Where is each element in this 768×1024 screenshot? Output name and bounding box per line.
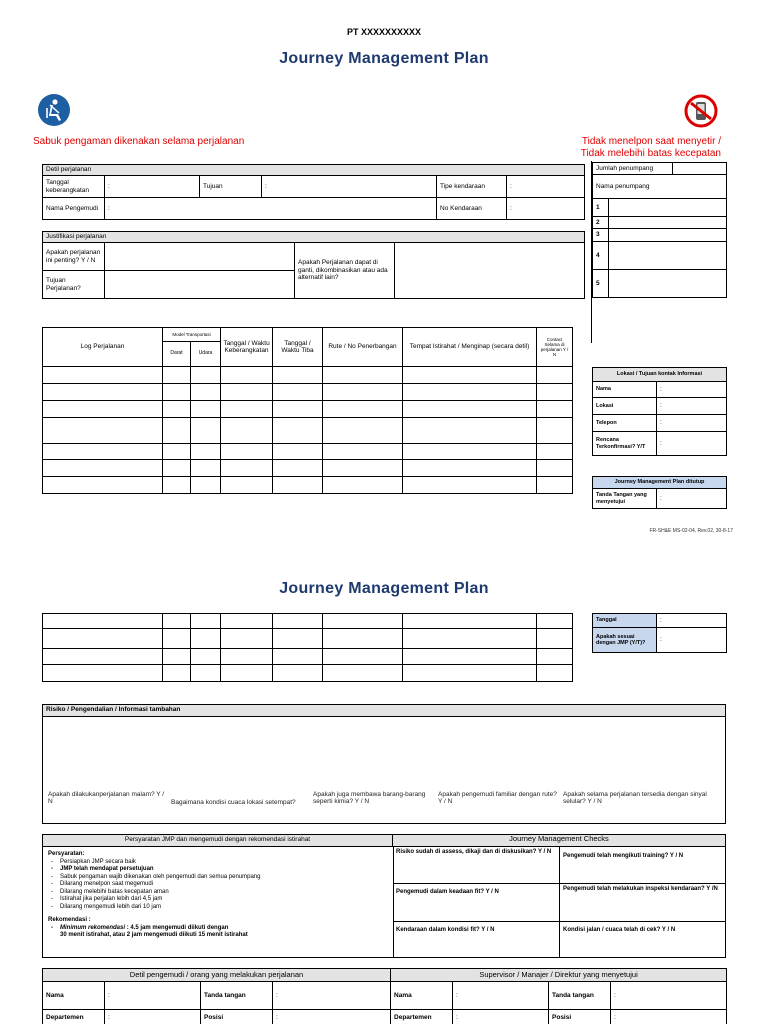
document-code: FR-SH&E MS-02-04, Rev.02, 30-8-17 xyxy=(649,528,733,534)
passenger-field-1[interactable] xyxy=(609,199,727,217)
contact-phone-label: Telepon xyxy=(593,415,657,432)
approver-name-field[interactable]: : xyxy=(453,982,549,1010)
table-row[interactable] xyxy=(43,367,573,384)
passenger-number: 5 xyxy=(593,270,609,298)
list-item: - Persiapkan JMP secara baik xyxy=(60,859,388,867)
driver-name-label: Nama Pengemudi xyxy=(43,198,105,220)
driver-department-field[interactable]: : xyxy=(105,1010,201,1024)
passenger-number: 2 xyxy=(593,217,609,229)
table-row[interactable] xyxy=(43,629,573,649)
requirements-label: Persyaratan: xyxy=(48,851,85,857)
travel-log-continued-table xyxy=(42,613,573,682)
check-road-weather[interactable]: Kondisi jalan / cuaca telah di cek? Y / N xyxy=(559,921,725,957)
list-item: - Sabuk pengaman wajib dikenakan oleh pengemudi dan semua penumpang xyxy=(60,874,388,882)
passenger-field-5[interactable] xyxy=(609,270,727,298)
seatbelt-caption: Sabuk pengaman dikenakan selama perjalanan xyxy=(33,136,245,147)
plan-confirmed-field[interactable]: : xyxy=(657,432,727,456)
checks-grid xyxy=(393,847,725,957)
approver-department-label: Departemen xyxy=(391,1010,453,1024)
vehicle-no-field[interactable]: : xyxy=(507,198,585,220)
table-row[interactable] xyxy=(43,477,573,494)
travel-log-table xyxy=(42,327,573,494)
col-transport-mode: Model Transportasi xyxy=(163,328,221,342)
table-row[interactable] xyxy=(43,401,573,418)
col-log: Log Perjalanan xyxy=(43,328,163,367)
table-row[interactable] xyxy=(43,418,573,444)
jmp-closed-header: Journey Management Plan ditutup xyxy=(593,477,727,489)
approver-signature-label: Tanda Tangan yang menyetujui xyxy=(593,489,657,509)
page2-title: Journey Management Plan xyxy=(279,580,489,597)
departure-date-label: Tanggal keberangkatan xyxy=(43,176,105,198)
plan-confirmed-label: Rencana Terkonfirmasi? Y/T xyxy=(593,432,657,456)
passenger-field-2[interactable] xyxy=(609,217,727,229)
contact-name-label: Nama xyxy=(593,382,657,398)
phone-caption-1: Tidak menelpon saat menyetir / xyxy=(581,136,721,147)
passenger-field-3[interactable] xyxy=(609,229,727,242)
check-vehicle-fit[interactable]: Kendaraan dalam kondisi fit? Y / N xyxy=(393,921,559,957)
checks-header: Journey Management Checks xyxy=(393,835,725,847)
table-row[interactable] xyxy=(43,444,573,460)
approver-details-header: Supervisor / Manajer / Direktur yang menyetujui xyxy=(391,969,727,982)
passenger-count-field[interactable] xyxy=(673,163,727,175)
page-title: Journey Management Plan xyxy=(279,50,489,67)
check-driver-training[interactable]: Pengemudi telah mengikuti training? Y / N xyxy=(559,847,725,883)
requirements-list xyxy=(48,851,388,940)
signal-question: Apakah selama perjalanan tersedia dengan sinyal selular? Y / N xyxy=(563,791,707,806)
contact-location-field[interactable]: : xyxy=(657,398,727,415)
driver-name-label: Nama xyxy=(43,982,105,1010)
check-risk-assessed[interactable]: Risiko sudah di assess, dikaji dan di diskusikan? Y / N xyxy=(396,849,552,855)
approver-position-field[interactable]: : xyxy=(611,1010,727,1024)
passenger-table xyxy=(592,162,727,298)
list-item xyxy=(60,925,388,933)
chemicals-question: Apakah juga membawa barang-barang seperti kimia? Y / N xyxy=(313,791,426,806)
vehicle-no-label: No Kendaraan xyxy=(437,198,507,220)
risk-header: Risiko / Pengendalian / Informasi tambahan xyxy=(43,705,725,717)
col-departure: Tanggal / Waktu Keberangkatan xyxy=(221,328,273,367)
trip-important-field[interactable] xyxy=(105,243,295,271)
passenger-count-label: Jumlah penumpang xyxy=(593,163,673,175)
driver-details-header: Detil pengemudi / orang yang melakukan perjalanan xyxy=(43,969,391,982)
col-route: Rute / No Penerbangan xyxy=(323,328,403,367)
contact-location-label: Lokasi xyxy=(593,398,657,415)
trip-important-label: Apakah perjalanan ini penting? Y / N xyxy=(43,243,105,271)
check-driver-fit[interactable]: Pengemudi dalam keadaan fit? Y / N xyxy=(393,883,559,921)
phone-caption-2: Tidak melebihi batas kecepatan xyxy=(580,148,721,159)
vehicle-type-label: Tipe kendaraan xyxy=(437,176,507,198)
signoff-table xyxy=(42,968,727,1024)
table-row[interactable] xyxy=(43,649,573,665)
trip-purpose-field[interactable] xyxy=(105,271,295,299)
recommendation-italic: Minimum rekomendasi xyxy=(60,924,126,931)
weather-question: Bagaimana kondisi cuaca lokasi setempat? xyxy=(171,799,296,806)
passenger-number: 3 xyxy=(593,229,609,242)
destination-label: Tujuan xyxy=(200,176,262,198)
approver-signature-field[interactable]: : xyxy=(657,489,727,509)
company-name: PT XXXXXXXXXX xyxy=(346,27,422,37)
alternative-field[interactable] xyxy=(395,243,585,299)
no-phone-icon xyxy=(684,94,718,128)
passenger-name-label: Nama penumpang xyxy=(593,175,727,199)
destination-field[interactable]: : xyxy=(262,176,437,198)
list-item: - Istirahat jika perjalan lebih dari 4,5 jam xyxy=(60,896,388,904)
vehicle-type-field[interactable]: : xyxy=(507,176,585,198)
check-vehicle-inspection[interactable]: Pengemudi telah melakukan inspeksi kendaraan? Y /N xyxy=(559,883,725,921)
driver-signature-label: Tanda tangan xyxy=(201,982,273,1010)
list-item: - JMP telah mendapat persetujuan xyxy=(60,866,388,874)
jmp-compliance-table xyxy=(592,613,727,653)
list-item: - Dilarang menelpon saat megemudi xyxy=(60,881,388,889)
table-row[interactable] xyxy=(43,460,573,477)
list-item: - Dilarang melebihi batas kecepatan aman xyxy=(60,889,388,897)
seatbelt-icon xyxy=(38,94,70,126)
approver-signature-field[interactable]: : xyxy=(611,982,727,1010)
trip-purpose-label: Tujuan Perjalanan? xyxy=(43,271,105,299)
approver-name-label: Nama xyxy=(391,982,453,1010)
trip-details-table xyxy=(42,164,585,220)
risk-box xyxy=(42,704,726,824)
trip-details-header: Detil perjalanan xyxy=(43,165,585,176)
justification-table xyxy=(42,231,585,299)
contact-phone-field[interactable]: : xyxy=(657,415,727,432)
passenger-number: 4 xyxy=(593,242,609,270)
risk-notes-area[interactable] xyxy=(43,717,725,791)
passenger-field-4[interactable] xyxy=(609,242,727,270)
col-rest-place: Tempat Istirahat / Menginap (secara detil) xyxy=(403,328,537,367)
driver-position-field[interactable]: : xyxy=(273,1010,391,1024)
col-air: Udara xyxy=(191,342,221,367)
approver-signature-label: Tanda tangan xyxy=(549,982,611,1010)
passenger-number: 1 xyxy=(593,199,609,217)
jmp-compliance-label: Apakah sesuai dengan JMP (Y/T)? xyxy=(593,628,657,653)
contact-name-field[interactable]: : xyxy=(657,382,727,398)
requirements-header: Persyaratan JMP dan mengemudi dengan rekomendasi istirahat xyxy=(43,835,393,847)
justification-header: Justifikasi perjalanan xyxy=(43,232,585,243)
approver-department-field[interactable]: : xyxy=(453,1010,549,1024)
jmp-closed-table xyxy=(592,476,727,509)
col-contact: Contact Selama di perjalanan Y / N xyxy=(537,328,573,367)
table-row[interactable] xyxy=(43,384,573,401)
requirements-checks-box xyxy=(42,834,726,958)
recommendation-label: Rekomendasi : xyxy=(48,917,91,923)
departure-date-field[interactable]: : xyxy=(105,176,200,198)
table-row[interactable] xyxy=(43,614,573,629)
night-trip-question: Apakah dilakukanperjalanan malam? Y / N xyxy=(48,791,165,806)
route-familiar-question: Apakah pengemudi familiar dengan rute? Y / N xyxy=(438,791,557,806)
driver-position-label: Posisi xyxy=(201,1010,273,1024)
col-arrival: Tanggal / Waktu Tiba xyxy=(273,328,323,367)
date-field[interactable]: : xyxy=(657,614,727,628)
table-row[interactable] xyxy=(43,665,573,682)
alternative-label: Apakah Perjalanan dapat di ganti, dikombinasikan atau ada alternatif lain? xyxy=(295,243,395,299)
driver-name-field[interactable]: : xyxy=(105,982,201,1010)
contact-info-header: Lokasi / Tujuan kontak Informasi xyxy=(593,368,727,382)
driver-signature-field[interactable]: : xyxy=(273,982,391,1010)
driver-name-field[interactable]: : xyxy=(105,198,437,220)
recommendation-line2: 30 menit istirahat, atau 2 jam mengemudi diikuti 15 menit istirahat xyxy=(60,932,248,938)
approver-position-label: Posisi xyxy=(549,1010,611,1024)
jmp-compliance-field[interactable]: : xyxy=(657,628,727,653)
list-item: - Dilarang mengemudi lebih dari 10 jam xyxy=(60,904,388,912)
contact-info-table xyxy=(592,367,727,456)
date-label: Tanggal xyxy=(593,614,657,628)
driver-department-label: Departemen xyxy=(43,1010,105,1024)
col-land: Darat xyxy=(163,342,191,367)
recommendation-text: : 4.5 jam mengemudi diikuti dengan xyxy=(126,924,229,931)
